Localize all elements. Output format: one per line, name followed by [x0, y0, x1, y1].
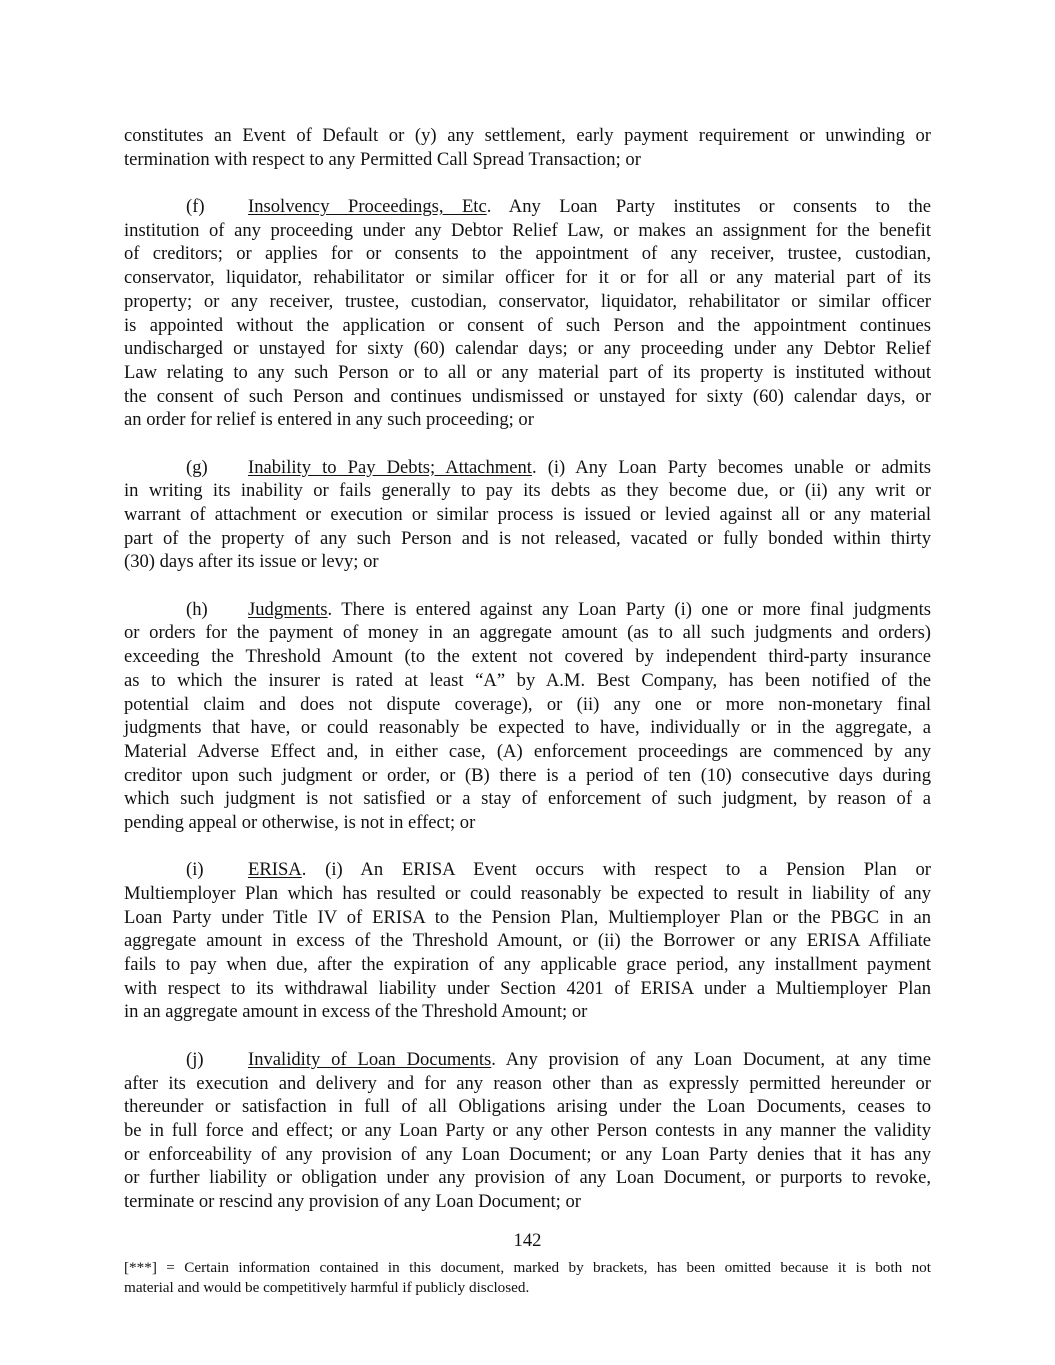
- clause-text: . (i) An ERISA Event occurs with respect to a Pension Plan or: [301, 859, 931, 881]
- clause-text: . Any provision of any Loan Document, at any time: [491, 1048, 931, 1070]
- clause-label: (j): [186, 1048, 204, 1070]
- text-line: constitutes an Event of Default or (y) any settlement, early payment requirement or unwinding or: [124, 125, 931, 146]
- text-line: after its execution and delivery and for any reason other than as expressly permitted hereunder or: [124, 1072, 931, 1094]
- text-line: terminate or rescind any provision of any Loan Document; or: [124, 1190, 581, 1212]
- clause-heading: Inability to Pay Debts; Attachment: [248, 456, 532, 478]
- text-line: is appointed without the application or consent of such Person and the appointment continues: [124, 314, 931, 336]
- paragraph-i-erisa: [124, 858, 931, 1024]
- clause-label: (i): [186, 859, 204, 881]
- text-line: which such judgment is not satisfied or a stay of enforcement of such judgment, by reason of a: [124, 788, 931, 810]
- text-line: in an aggregate amount in excess of the Threshold Amount; or: [124, 1001, 588, 1023]
- paragraph-g-inability-to-pay: [124, 456, 931, 574]
- text-line: thereunder or satisfaction in full of all Obligations arising under the Loan Documents, ceases to: [124, 1096, 931, 1118]
- text-line: undischarged or unstayed for sixty (60) calendar days; or any proceeding under any Debtor Relief: [124, 338, 931, 360]
- text-line: aggregate amount in excess of the Threshold Amount, or (ii) the Borrower or any ERISA Affiliate: [124, 930, 931, 952]
- text-line: Law relating to any such Person or to all or any material part of its property is instituted without: [124, 361, 931, 383]
- clause-text: . There is entered against any Loan Party (i) one or more final judgments: [327, 598, 931, 620]
- clause-heading: Judgments: [248, 598, 328, 620]
- text-line: part of the property of any such Person and is not released, vacated or fully bonded within thirty: [124, 527, 931, 549]
- footnote-line: [***] = Certain information contained in this document, marked by brackets, has been omitted because it is both not: [124, 1259, 931, 1276]
- redaction-footnote: [124, 1258, 931, 1298]
- text-line: judgments that have, or could reasonably be expected to have, individually or in the aggregate, a: [124, 717, 931, 739]
- clause-first-line: [124, 1048, 931, 1072]
- clause-heading: Insolvency Proceedings, Etc: [248, 196, 487, 218]
- text-line: as to which the insurer is rated at least “A” by A.M. Best Company, has been notified of the: [124, 669, 931, 691]
- clause-heading: Invalidity of Loan Documents: [248, 1048, 492, 1070]
- text-line: institution of any proceeding under any Debtor Relief Law, or makes an assignment for the benefit: [124, 219, 931, 241]
- clause-text: . Any Loan Party institutes or consents to the: [486, 196, 932, 218]
- clause-first-line: [124, 598, 931, 622]
- page-number: 142: [513, 1230, 542, 1251]
- text-line: warrant of attachment or execution or similar process is issued or levied against all or any material: [124, 504, 931, 525]
- clause-first-line: [124, 195, 931, 219]
- footnote-line: material and would be competitively harmful if publicly disclosed.: [124, 1279, 530, 1296]
- text-line: (30) days after its issue or levy; or: [124, 551, 379, 573]
- paragraph-j-invalidity: [124, 1048, 931, 1214]
- text-line: in writing its inability or fails generally to pay its debts as they become due, or (ii) any writ or: [124, 480, 931, 502]
- text-line: be in full force and effect; or any Loan Party or any other Person contests in any manner the validity: [124, 1119, 931, 1141]
- text-line: or further liability or obligation under any provision of any Loan Document, or purports to revoke,: [124, 1167, 931, 1189]
- text-line: potential claim and does not dispute coverage), or (ii) any one or more non-monetary final: [124, 693, 931, 715]
- clause-label: (f): [186, 196, 205, 218]
- paragraph-f-insolvency: [124, 195, 931, 432]
- text-line: the consent of such Person and continues undismissed or unstayed for sixty (60) calendar days, or: [124, 385, 931, 407]
- clause-text: . (i) Any Loan Party becomes unable or admits: [531, 456, 931, 478]
- clause-label: (h): [186, 598, 208, 620]
- text-line: property; or any receiver, trustee, custodian, conservator, liquidator, rehabilitator or similar officer: [124, 290, 931, 312]
- clause-label: (g): [186, 456, 208, 478]
- text-line: creditor upon such judgment or order, or (B) there is a period of ten (10) consecutive days during: [124, 764, 931, 786]
- text-line: or enforceability of any provision of any Loan Document; or any Loan Party denies that it has any: [124, 1143, 931, 1165]
- text-line: or orders for the payment of money in an aggregate amount (as to all such judgments and orders): [124, 622, 931, 644]
- text-line: pending appeal or otherwise, is not in effect; or: [124, 811, 476, 833]
- paragraph-h-judgments: [124, 598, 931, 835]
- document-page: [124, 124, 931, 1237]
- clause-first-line: [124, 456, 931, 480]
- paragraph-e-continuation: [124, 124, 931, 171]
- text-line: with respect to its withdrawal liability under Section 4201 of ERISA under a Multiemployer Plan: [124, 977, 931, 999]
- text-line: Multiemployer Plan which has resulted or could reasonably be expected to result in liability of any: [124, 883, 931, 904]
- clause-first-line: [124, 858, 931, 882]
- text-line: Material Adverse Effect and, in either case, (A) enforcement proceedings are commenced by any: [124, 740, 931, 762]
- text-line: Loan Party under Title IV of ERISA to the Pension Plan, Multiemployer Plan or the PBGC in an: [124, 906, 931, 928]
- text-line: of creditors; or applies for or consents to the appointment of any receiver, trustee, custodian,: [124, 243, 931, 265]
- text-line: fails to pay when due, after the expiration of any applicable grace period, any installment payment: [124, 954, 931, 976]
- clause-heading: ERISA: [248, 859, 302, 881]
- text-line: conservator, liquidator, rehabilitator or similar officer for it or for all or any material part of its: [124, 267, 931, 289]
- text-line: an order for relief is entered in any such proceeding; or: [124, 409, 534, 431]
- text-line: termination with respect to any Permitted Call Spread Transaction; or: [124, 148, 641, 170]
- text-line: exceeding the Threshold Amount (to the extent not covered by independent third-party insurance: [124, 646, 931, 668]
